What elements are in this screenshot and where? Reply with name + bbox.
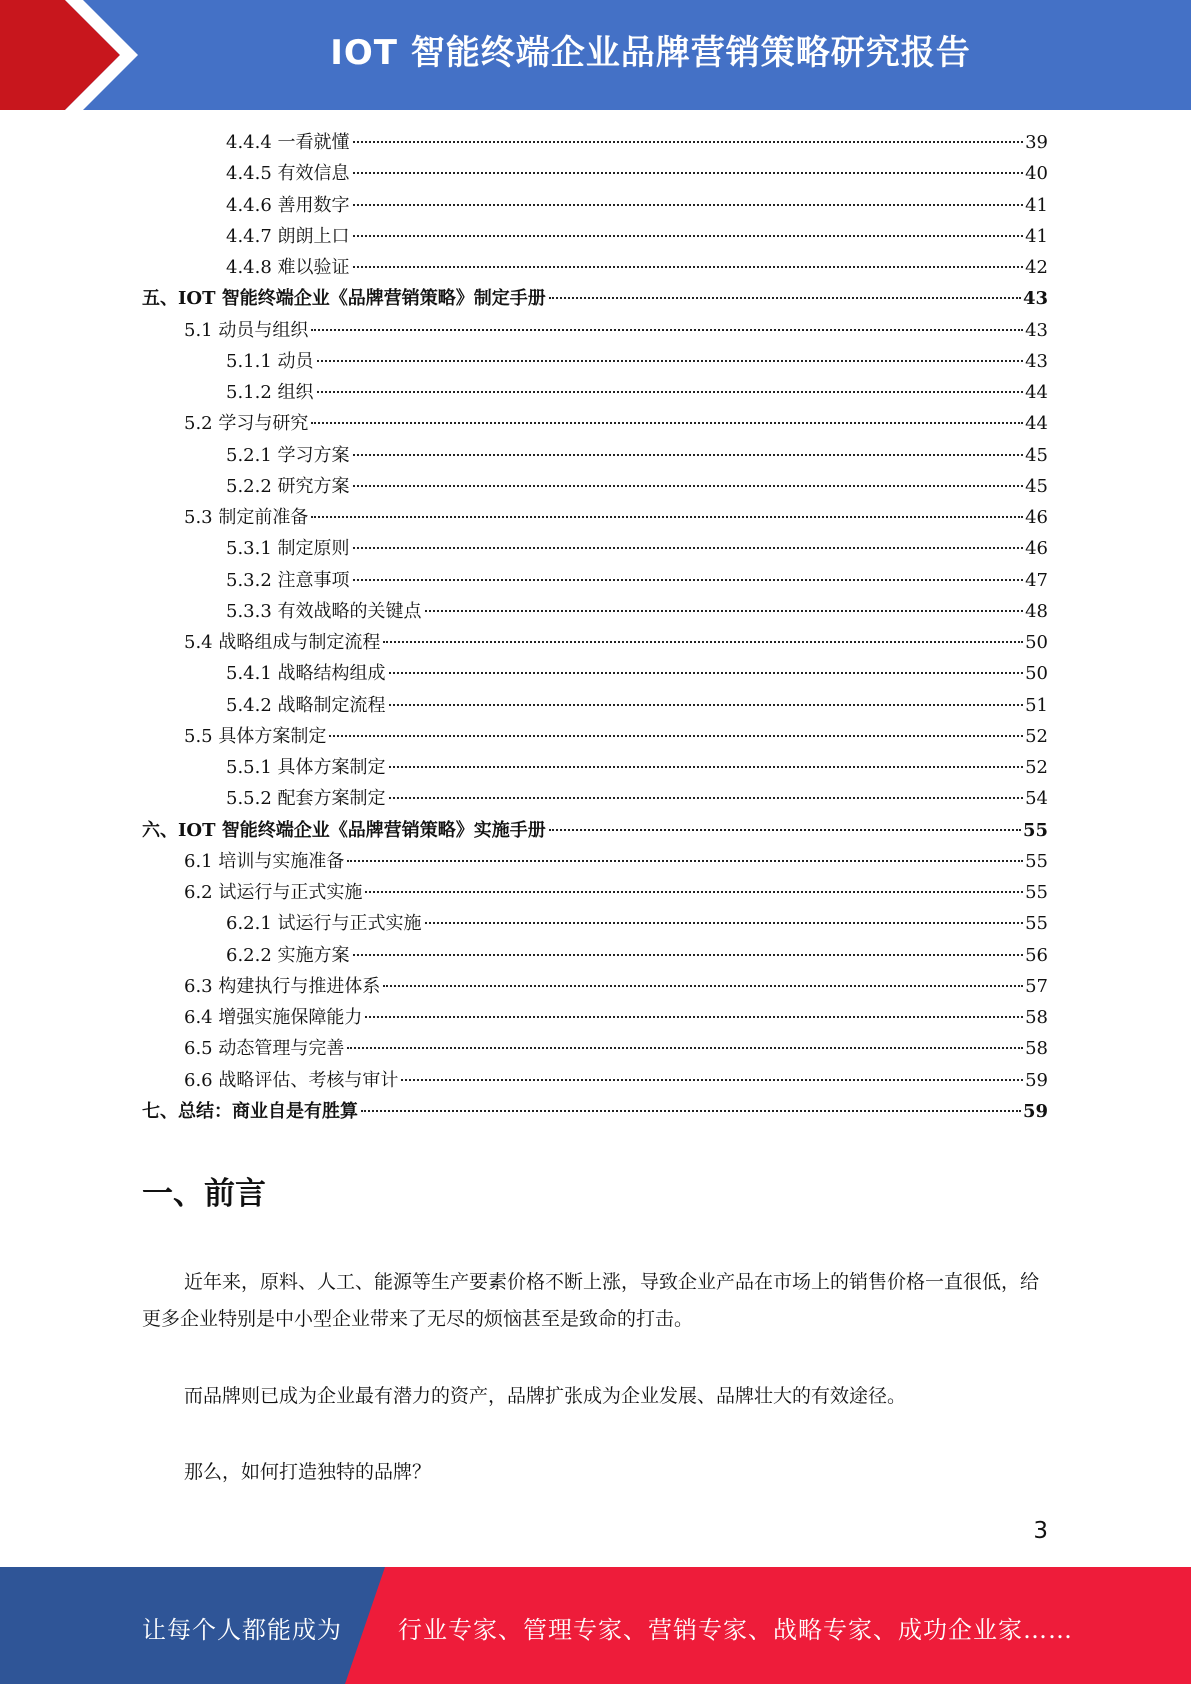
toc-entry[interactable] bbox=[142, 815, 1048, 846]
toc-entry[interactable] bbox=[142, 1096, 1048, 1127]
toc-entry[interactable] bbox=[142, 346, 1048, 377]
toc-dot-leader bbox=[317, 391, 1024, 393]
toc-entry-page: 50 bbox=[1025, 663, 1048, 685]
toc-dot-leader bbox=[389, 766, 1024, 768]
toc-entry[interactable] bbox=[142, 752, 1048, 783]
toc-entry-title: 5.2.2 研究方案 bbox=[226, 475, 350, 497]
toc-entry-page: 52 bbox=[1025, 757, 1048, 778]
toc-entry-page: 48 bbox=[1025, 600, 1048, 622]
toc-dot-leader bbox=[353, 266, 1024, 268]
toc-entry-title: 6.1 培训与实施准备 bbox=[184, 850, 345, 872]
toc-entry[interactable] bbox=[142, 565, 1048, 596]
toc-entry-title: 6.3 构建执行与推进体系 bbox=[184, 975, 381, 997]
toc-entry-page: 50 bbox=[1025, 632, 1048, 653]
toc-entry[interactable] bbox=[142, 221, 1048, 252]
toc-entry-title: 5.4.2 战略制定流程 bbox=[226, 694, 386, 716]
toc-entry-title: 4.4.6 善用数字 bbox=[226, 194, 350, 216]
toc-entry[interactable] bbox=[142, 846, 1048, 877]
toc-entry-title: 5.5 具体方案制定 bbox=[184, 725, 327, 747]
toc-entry-title: 6.2.2 实施方案 bbox=[226, 944, 350, 966]
footer-slogan-left: 让每个人都能成为 bbox=[142, 1616, 342, 1644]
toc-entry[interactable] bbox=[142, 627, 1048, 658]
toc-entry[interactable] bbox=[142, 1065, 1048, 1096]
toc-entry[interactable] bbox=[142, 440, 1048, 471]
toc-dot-leader bbox=[353, 235, 1024, 237]
toc-dot-leader bbox=[365, 891, 1023, 893]
page-header bbox=[0, 0, 1191, 110]
document-title: IOT 智能终端企业品牌营销策略研究报告 bbox=[330, 33, 971, 73]
toc-dot-leader bbox=[353, 954, 1024, 956]
toc-entry-page: 42 bbox=[1025, 257, 1048, 278]
toc-entry-title: 七、总结：商业自是有胜算 bbox=[142, 1100, 358, 1122]
toc-entry-title: 4.4.4 一看就懂 bbox=[226, 132, 350, 153]
toc-dot-leader bbox=[353, 485, 1024, 487]
paragraph: 那么，如何打造独特的品牌？ bbox=[184, 1461, 432, 1483]
toc-entry[interactable] bbox=[142, 158, 1048, 189]
toc-dot-leader bbox=[353, 454, 1024, 456]
toc-entry-title: 5.2 学习与研究 bbox=[184, 413, 309, 435]
toc-entry[interactable] bbox=[142, 502, 1048, 533]
toc-entry-page: 45 bbox=[1025, 475, 1048, 497]
toc-dot-leader bbox=[311, 422, 1023, 424]
toc-entry-page: 51 bbox=[1025, 694, 1048, 716]
page-footer bbox=[0, 1567, 1191, 1684]
toc-entry[interactable] bbox=[142, 783, 1048, 814]
toc-entry-title: 5.3.3 有效战略的关键点 bbox=[226, 600, 422, 622]
toc-entry-page: 46 bbox=[1025, 538, 1048, 560]
footer-slogan-right: 行业专家、管理专家、营销专家、战略专家、成功企业家…… bbox=[398, 1616, 1073, 1644]
toc-entry[interactable] bbox=[142, 1033, 1048, 1064]
toc-entry-title: 6.2.1 试运行与正式实施 bbox=[226, 913, 422, 935]
toc-entry-page: 43 bbox=[1022, 288, 1048, 310]
toc-entry-page: 43 bbox=[1025, 350, 1048, 372]
toc-entry-title: 5.3 制定前准备 bbox=[184, 507, 309, 528]
toc-entry-page: 39 bbox=[1025, 132, 1048, 153]
toc-entry[interactable] bbox=[142, 658, 1048, 689]
toc-entry-title: 6.4 增强实施保障能力 bbox=[184, 1007, 363, 1028]
toc-entry-title: 5.1 动员与组织 bbox=[184, 319, 309, 341]
toc-entry-title: 5.4.1 战略结构组成 bbox=[226, 663, 386, 685]
toc-entry-title: 4.4.8 难以验证 bbox=[226, 257, 350, 278]
toc-dot-leader bbox=[317, 360, 1024, 362]
toc-dot-leader bbox=[425, 922, 1024, 924]
toc-dot-leader bbox=[549, 829, 1021, 831]
toc-dot-leader bbox=[311, 329, 1023, 331]
toc-dot-leader bbox=[389, 704, 1024, 706]
toc-dot-leader bbox=[401, 1079, 1023, 1081]
toc-dot-leader bbox=[353, 547, 1024, 549]
toc-entry-page: 52 bbox=[1025, 725, 1048, 747]
toc-entry-title: 5.1.1 动员 bbox=[226, 350, 314, 372]
toc-entry-page: 44 bbox=[1025, 382, 1048, 403]
toc-entry[interactable] bbox=[142, 1002, 1048, 1033]
toc-entry[interactable] bbox=[142, 971, 1048, 1002]
toc-entry-page: 45 bbox=[1025, 444, 1048, 466]
toc-dot-leader bbox=[425, 610, 1024, 612]
toc-entry-page: 41 bbox=[1025, 194, 1048, 216]
toc-entry-title: 五、IOT 智能终端企业《品牌营销策略》制定手册 bbox=[142, 288, 546, 310]
toc-entry[interactable] bbox=[142, 908, 1048, 939]
toc-dot-leader bbox=[389, 797, 1024, 799]
toc-entry-page: 59 bbox=[1025, 1069, 1048, 1091]
toc-entry[interactable] bbox=[142, 596, 1048, 627]
toc-entry-title: 5.2.1 学习方案 bbox=[226, 444, 350, 466]
toc-entry[interactable] bbox=[142, 533, 1048, 564]
toc-dot-leader bbox=[383, 641, 1023, 643]
toc-entry-page: 58 bbox=[1025, 1038, 1048, 1060]
toc-dot-leader bbox=[383, 985, 1023, 987]
toc-entry-title: 5.4 战略组成与制定流程 bbox=[184, 632, 381, 653]
toc-entry-title: 4.4.7 朗朗上口 bbox=[226, 225, 350, 247]
toc-entry-title: 5.1.2 组织 bbox=[226, 382, 314, 403]
toc-entry-title: 6.5 动态管理与完善 bbox=[184, 1038, 345, 1060]
toc-entry[interactable] bbox=[142, 877, 1048, 908]
toc-entry-page: 43 bbox=[1025, 319, 1048, 341]
toc-entry-page: 57 bbox=[1025, 975, 1048, 997]
toc-dot-leader bbox=[353, 579, 1024, 581]
toc-dot-leader bbox=[549, 297, 1021, 299]
toc-entry[interactable] bbox=[142, 721, 1048, 752]
toc-entry[interactable] bbox=[142, 690, 1048, 721]
toc-entry-title: 6.6 战略评估、考核与审计 bbox=[184, 1069, 399, 1091]
toc-dot-leader bbox=[361, 1110, 1021, 1112]
chevron-arrow-icon bbox=[0, 0, 150, 110]
page-number: 3 bbox=[1033, 1518, 1048, 1544]
toc-entry-page: 55 bbox=[1025, 913, 1048, 935]
toc-entry-title: 六、IOT 智能终端企业《品牌营销策略》实施手册 bbox=[142, 819, 546, 841]
toc-entry-title: 5.5.1 具体方案制定 bbox=[226, 757, 386, 778]
toc-entry-page: 44 bbox=[1025, 413, 1048, 435]
toc-entry-page: 59 bbox=[1022, 1100, 1048, 1122]
toc-entry-page: 46 bbox=[1025, 507, 1048, 528]
toc-entry[interactable] bbox=[142, 190, 1048, 221]
toc-entry[interactable] bbox=[142, 408, 1048, 439]
toc-dot-leader bbox=[389, 672, 1024, 674]
toc-entry-title: 4.4.5 有效信息 bbox=[226, 163, 350, 185]
toc-entry[interactable] bbox=[142, 377, 1048, 408]
toc-dot-leader bbox=[365, 1016, 1023, 1018]
toc-entry-page: 55 bbox=[1022, 819, 1048, 841]
toc-entry-title: 6.2 试运行与正式实施 bbox=[184, 882, 363, 903]
toc-dot-leader bbox=[329, 735, 1023, 737]
toc-entry-page: 56 bbox=[1025, 944, 1048, 966]
toc-entry-page: 47 bbox=[1025, 569, 1048, 591]
toc-dot-leader bbox=[353, 141, 1024, 143]
toc-entry[interactable] bbox=[142, 127, 1048, 158]
toc-entry[interactable] bbox=[142, 283, 1048, 314]
toc-entry[interactable] bbox=[142, 471, 1048, 502]
toc-dot-leader bbox=[347, 860, 1023, 862]
toc-entry-page: 54 bbox=[1025, 788, 1048, 810]
toc-entry[interactable] bbox=[142, 940, 1048, 971]
toc-entry-title: 5.3.2 注意事项 bbox=[226, 569, 350, 591]
table-of-contents bbox=[142, 127, 1048, 1127]
toc-dot-leader bbox=[311, 516, 1023, 518]
toc-entry[interactable] bbox=[142, 315, 1048, 346]
toc-entry-title: 5.5.2 配套方案制定 bbox=[226, 788, 386, 810]
toc-entry-title: 5.3.1 制定原则 bbox=[226, 538, 350, 560]
toc-dot-leader bbox=[353, 204, 1024, 206]
toc-entry[interactable] bbox=[142, 252, 1048, 283]
toc-entry-page: 40 bbox=[1025, 163, 1048, 185]
toc-entry-page: 41 bbox=[1025, 225, 1048, 247]
paragraph: 近年来，原料、人工、能源等生产要素价格不断上涨，导致企业产品在市场上的销售价格一直很低，给更多企业特别是中小型企业带来了无尽的烦恼甚至是致命的打击。 bbox=[142, 1271, 1040, 1330]
toc-entry-page: 55 bbox=[1025, 850, 1048, 872]
toc-entry-page: 55 bbox=[1025, 882, 1048, 903]
toc-entry-page: 58 bbox=[1025, 1007, 1048, 1028]
toc-dot-leader bbox=[353, 172, 1024, 174]
paragraph: 而品牌则已成为企业最有潜力的资产，品牌扩张成为企业发展、品牌壮大的有效途径。 bbox=[184, 1385, 907, 1407]
section-heading: 一、前言 bbox=[142, 1176, 266, 1212]
toc-dot-leader bbox=[347, 1047, 1023, 1049]
